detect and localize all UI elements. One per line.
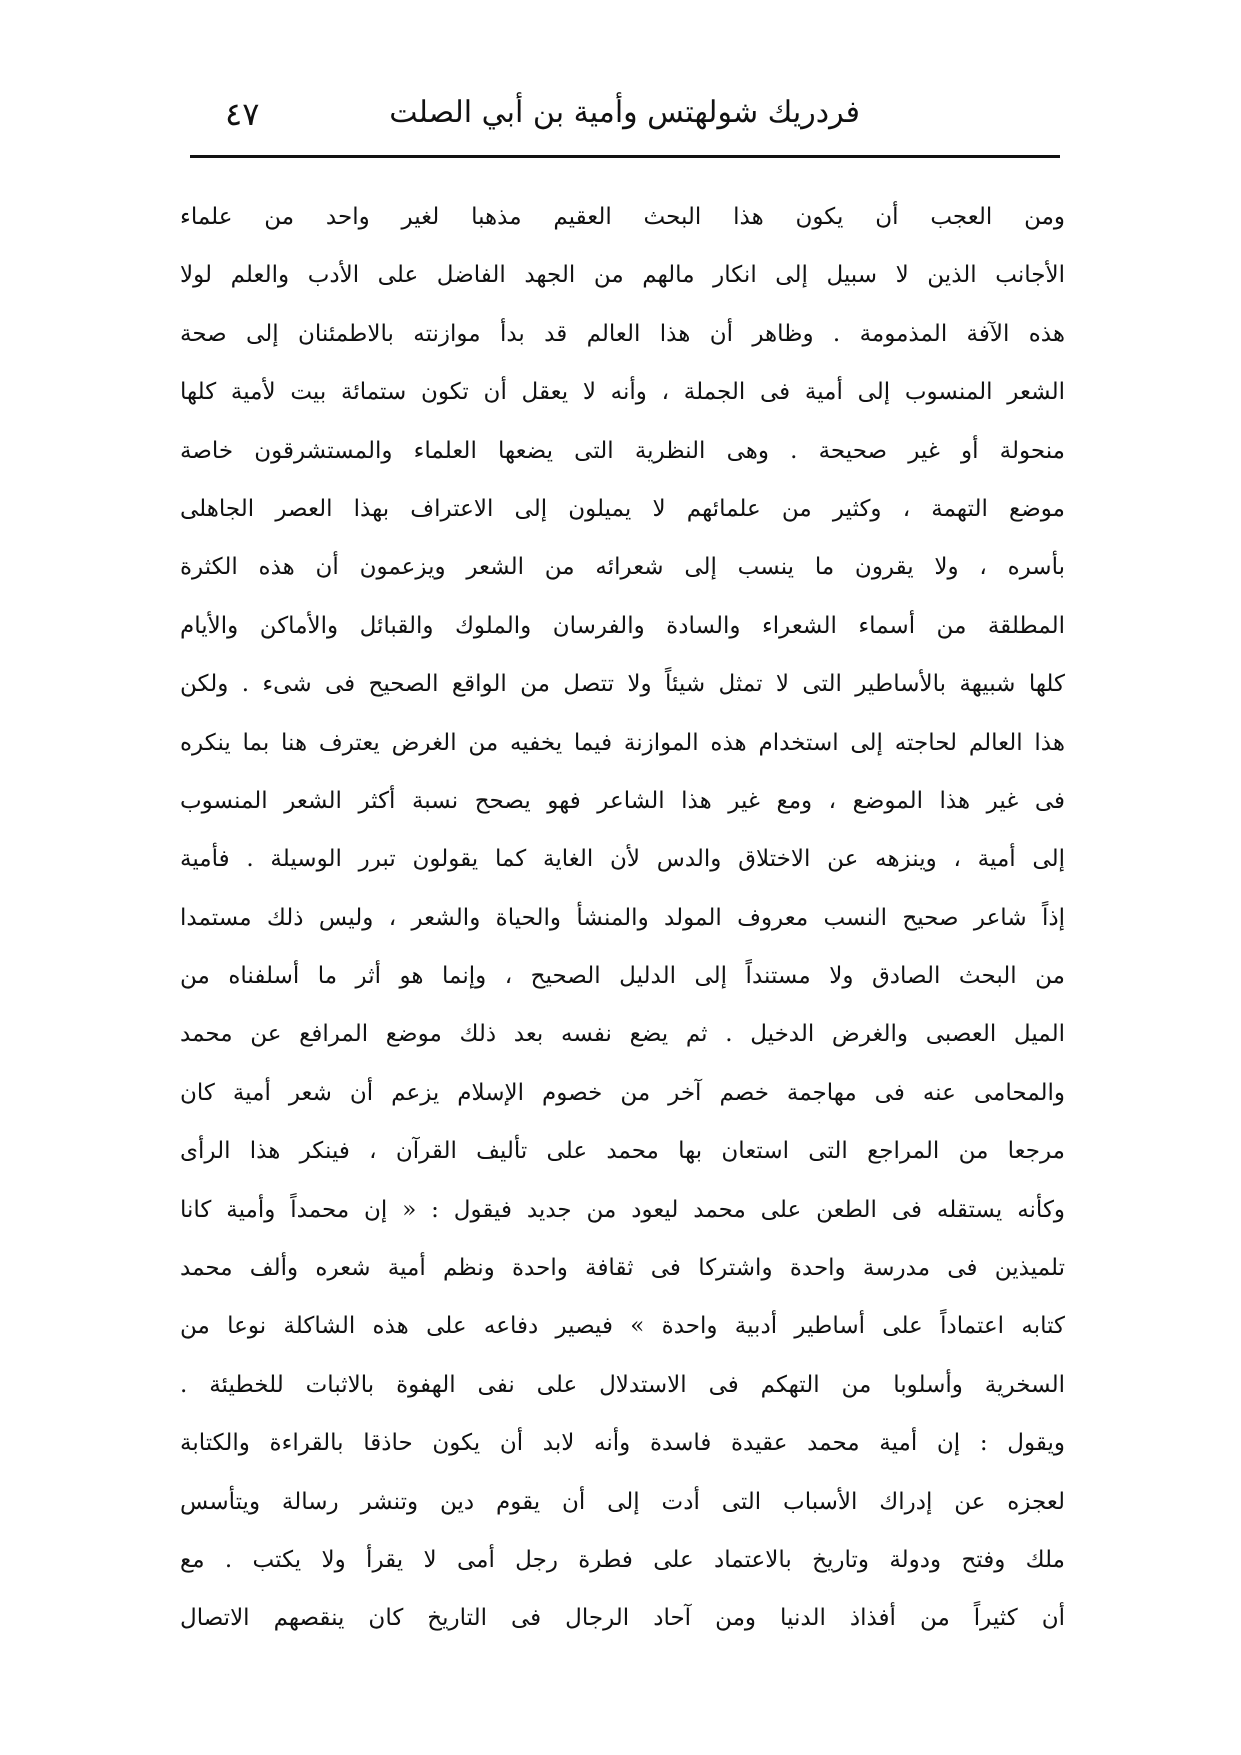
- text-line: منحولة أو غير صحيحة . وهى النظرية التى يضعها العلماء والمستشرقون خاصة: [180, 437, 1065, 464]
- running-title: فردريك شولهتس وأمية بن أبي الصلت: [389, 95, 860, 130]
- text-line: والمحامى عنه فى مهاجمة خصم آخر من خصوم الإسلام يزعم أن شعر أمية كان: [180, 1079, 1065, 1106]
- text-line: المطلقة من أسماء الشعراء والسادة والفرسان والملوك والقبائل والأماكن والأيام: [180, 612, 1065, 639]
- text-line: مرجعا من المراجع التى استعان بها محمد على تأليف القرآن ، فينكر هذا الرأى: [180, 1138, 1065, 1165]
- page-header: [190, 95, 1060, 155]
- text-line: ومن العجب أن يكون هذا البحث العقيم مذهبا لغير واحد من علماء: [180, 204, 1065, 230]
- text-line: تلميذين فى مدرسة واحدة واشتركا فى ثقافة واحدة ونظم أمية شعره وألف محمد: [180, 1255, 1065, 1282]
- text-line: إذاً شاعر صحيح النسب معروف المولد والمنشأ والحياة والشعر ، وليس ذلك مستمدا: [180, 904, 1065, 931]
- text-line: ملك وفتح ودولة وتاريخ بالاعتماد على فطرة رجل أمى لا يقرأ ولا يكتب . مع: [180, 1546, 1065, 1573]
- text-line: من البحث الصادق ولا مستنداً إلى الدليل الصحيح ، وإنما هو أثر ما أسلفناه من: [180, 963, 1065, 990]
- body-text: [180, 188, 1065, 1648]
- header-rule: [190, 155, 1060, 158]
- text-line: هذه الآفة المذمومة . وظاهر أن هذا العالم قد بدأ موازنته بالاطمئنان إلى صحة: [180, 320, 1065, 347]
- text-line: هذا العالم لحاجته إلى استخدام هذه الموازنة فيما يخفيه من الغرض يعترف هنا بما ينكره: [180, 729, 1065, 756]
- text-line: الشعر المنسوب إلى أمية فى الجملة ، وأنه لا يعقل أن تكون ستمائة بيت لأمية كلها: [180, 379, 1065, 406]
- text-line: كلها شبيهة بالأساطير التى لا تمثل شيئاً ولا تتصل من الواقع الصحيح فى شىء . ولكن: [180, 671, 1065, 698]
- text-line: إلى أمية ، وينزهه عن الاختلاق والدس لأن الغاية كما يقولون تبرر الوسيلة . فأمية: [180, 846, 1065, 873]
- text-line: بأسره ، ولا يقرون ما ينسب إلى شعرائه من الشعر ويزعمون أن هذه الكثرة: [180, 554, 1065, 581]
- text-line: لعجزه عن إدراك الأسباب التى أدت إلى أن يقوم دين وتنشر رسالة ويتأسس: [180, 1488, 1065, 1515]
- text-line: أن كثيراً من أفذاذ الدنيا ومن آحاد الرجال فى التاريخ كان ينقصهم الاتصال: [180, 1605, 1065, 1632]
- text-line: ويقول : إن أمية محمد عقيدة فاسدة وأنه لابد أن يكون حاذقا بالقراءة والكتابة: [180, 1430, 1065, 1457]
- text-line: كتابه اعتماداً على أساطير أدبية واحدة » فيصير دفاعه على هذه الشاكلة نوعا من: [180, 1313, 1065, 1340]
- text-line: موضع التهمة ، وكثير من علمائهم لا يميلون إلى الاعتراف بهذا العصر الجاهلى: [180, 495, 1065, 522]
- text-line: الأجانب الذين لا سبيل إلى انكار مالهم من الجهد الفاضل على الأدب والعلم لولا: [180, 262, 1065, 289]
- text-line: وكأنه يستقله فى الطعن على محمد ليعود من جديد فيقول : « إن محمداً وأمية كانا: [180, 1196, 1065, 1223]
- text-line: فى غير هذا الموضع ، ومع غير هذا الشاعر فهو يصحح نسبة أكثر الشعر المنسوب: [180, 787, 1065, 814]
- text-line: السخرية وأسلوبا من التهكم فى الاستدلال على نفى الهفوة بالاثبات للخطيئة .: [180, 1371, 1065, 1398]
- page-number: ٤٧: [225, 95, 260, 133]
- text-line: الميل العصبى والغرض الدخيل . ثم يضع نفسه بعد ذلك موضع المرافع عن محمد: [180, 1021, 1065, 1048]
